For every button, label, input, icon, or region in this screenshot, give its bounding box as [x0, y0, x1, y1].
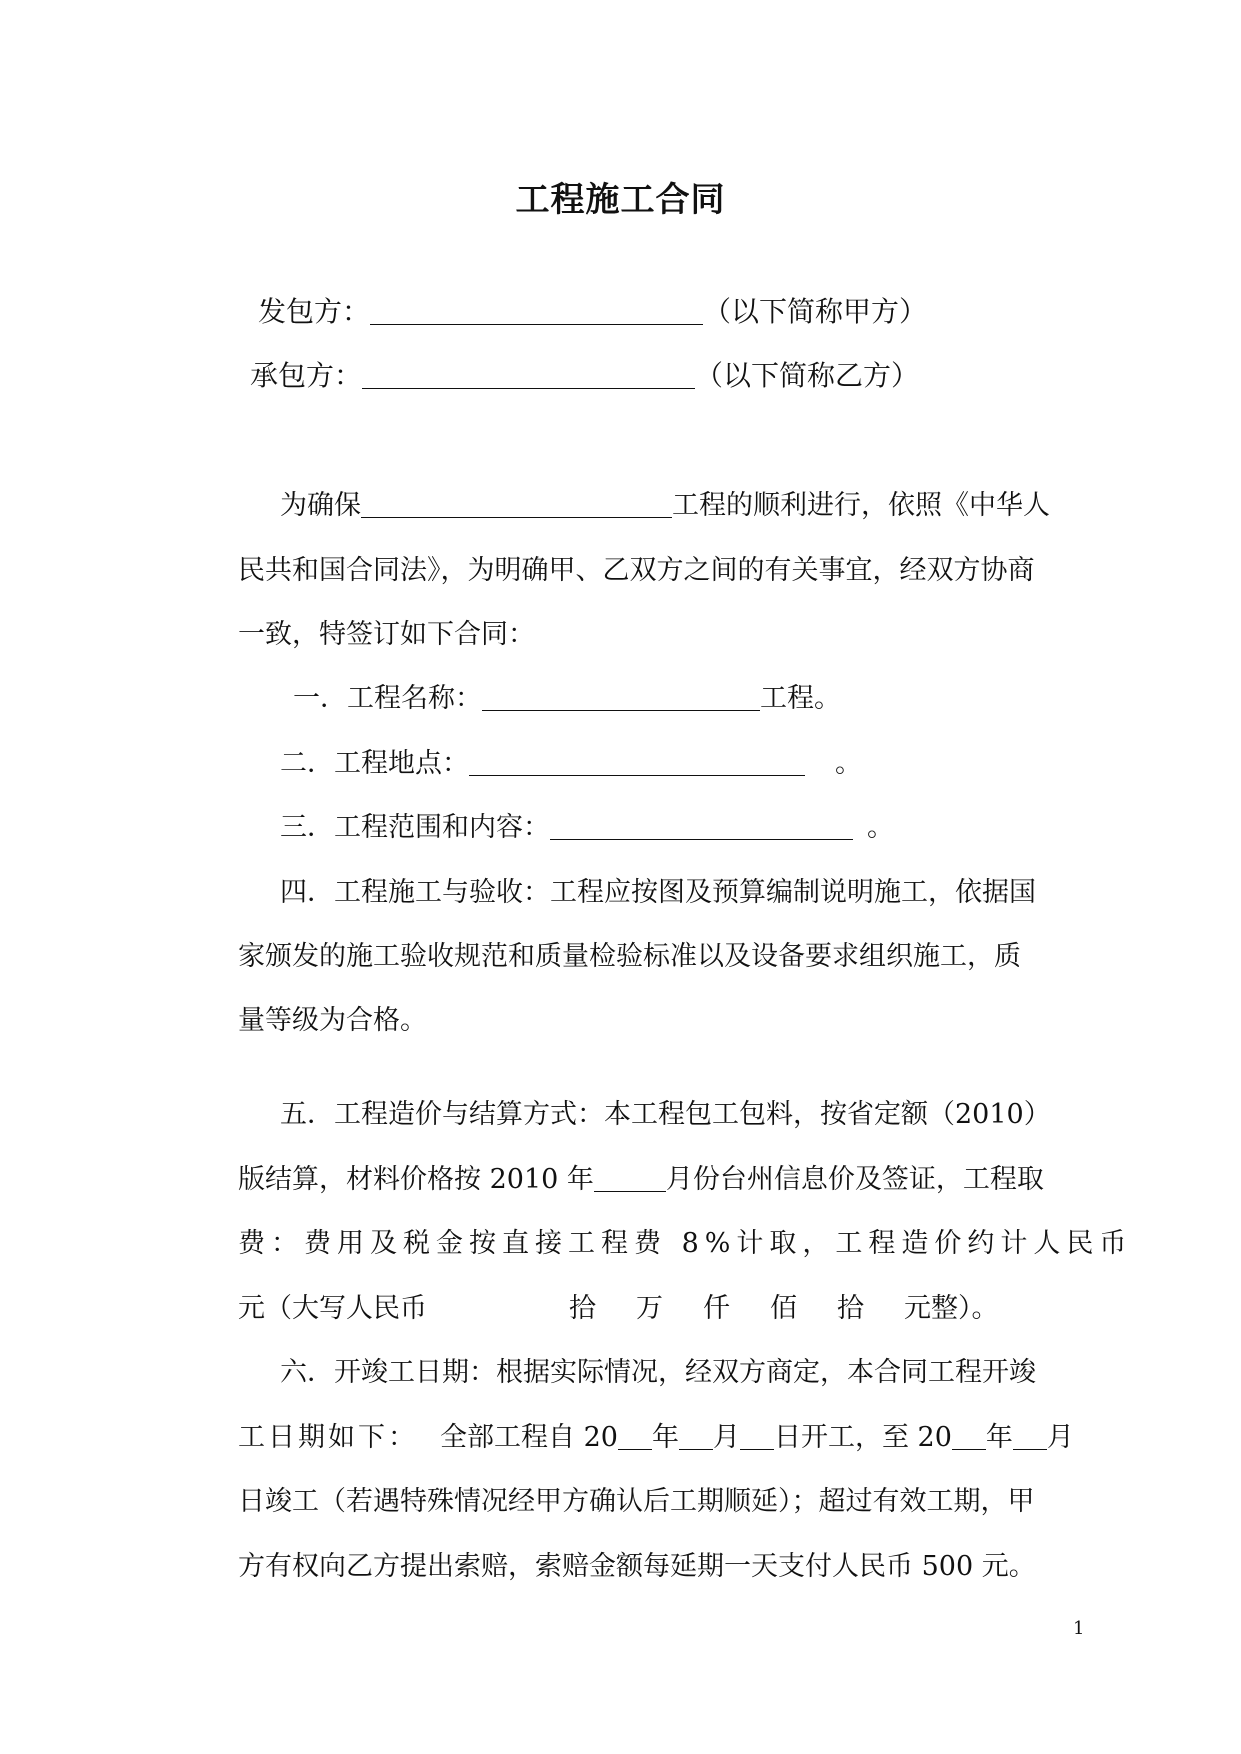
intro-line-2: 民共和国合同法》，为明确甲、乙双方之间的有关事宜，经双方协商 [238, 555, 1035, 586]
unit-qian: 仟 [703, 1293, 730, 1324]
document-title: 工程施工合同 [515, 180, 726, 220]
end-month-blank [1013, 1421, 1047, 1450]
party-b-suffix: （以下简称乙方） [695, 359, 920, 392]
party-a-label: 发包方： [258, 295, 371, 328]
clause-2-blank [469, 747, 805, 776]
party-a-suffix: （以下简称甲方） [703, 295, 928, 328]
clause-4-line-1: 四．工程施工与验收：工程应按图及预算编制说明施工，依据国 [280, 877, 1036, 908]
party-a-blank [370, 296, 703, 325]
clause-5-suffix: 月份台州信息价及签证，工程取 [665, 1164, 1044, 1195]
clause-1-label: 一．工程名称： [293, 683, 482, 714]
clause-5-line-3: 费：费用及税金按直接工程费 8%计取，工程造价约计人民币 [238, 1228, 1133, 1259]
clause-5-line-4 [238, 1289, 999, 1329]
end-year-blank [952, 1421, 986, 1450]
clause-2-suffix: 。 [835, 748, 862, 779]
clause-3-suffix: 。 [867, 812, 894, 843]
unit-bai: 佰 [770, 1293, 797, 1324]
amount-prefix: 元（大写人民币 [238, 1293, 427, 1324]
unit-wan: 万 [636, 1293, 663, 1324]
intro-prefix: 为确保 [280, 490, 361, 521]
intro-line-3: 一致，特签订如下合同： [238, 619, 535, 650]
clause-4-line-3: 量等级为合格。 [238, 1005, 427, 1036]
clause-5-line-1: 五．工程造价与结算方式：本工程包工包料，按省定额（2010） [280, 1099, 1051, 1130]
start-month-unit: 月 [712, 1422, 740, 1453]
start-year-blank [618, 1421, 652, 1450]
intro-suffix: 工程的顺利进行，依照《中华人 [672, 490, 1050, 521]
clause-2-label: 二．工程地点： [280, 748, 469, 779]
start-month-blank [679, 1421, 713, 1450]
unit-shi-1: 拾 [569, 1293, 596, 1324]
end-year-unit: 年 [985, 1422, 1013, 1453]
party-b-line [250, 356, 919, 396]
start-year-unit: 年 [651, 1422, 679, 1453]
unit-shi-2: 拾 [837, 1293, 864, 1324]
month-blank [594, 1163, 666, 1192]
clause-3-blank [550, 811, 853, 840]
project-blank [361, 489, 672, 518]
clause-3-line [280, 808, 894, 848]
clause-2-line [280, 744, 862, 784]
clause-6-line-4: 方有权向乙方提出索赔，索赔金额每延期一天支付人民币 500 元。 [238, 1551, 1036, 1582]
clause-1-blank [482, 682, 760, 711]
clause-1-line [293, 679, 841, 719]
unit-yuan: 元整）。 [904, 1293, 999, 1324]
party-b-label: 承包方： [250, 359, 363, 392]
clause-5-prefix: 版结算，材料价格按 2010 年 [238, 1164, 594, 1195]
clause-5-line-2 [238, 1160, 1044, 1200]
clause-4-line-2: 家颁发的施工验收规范和质量检验标准以及设备要求组织施工，质 [238, 941, 1021, 972]
start-day-blank [740, 1421, 774, 1450]
clause-6-line-2 [238, 1418, 1074, 1458]
clause-1-suffix: 工程。 [760, 683, 841, 714]
party-b-blank [362, 360, 695, 389]
intro-line-1 [280, 486, 1050, 526]
clause-6-line-1: 六．开竣工日期：根据实际情况，经双方商定，本合同工程开竣 [280, 1357, 1036, 1388]
end-month-unit: 月 [1046, 1422, 1074, 1453]
party-a-line [258, 292, 927, 332]
page-number: 1 [1073, 1618, 1085, 1639]
clause-6-line-3: 日竣工（若遇特殊情况经甲方确认后工期顺延）；超过有效工期，甲 [238, 1486, 1035, 1517]
start-day-text: 日开工，至 20 [773, 1422, 952, 1453]
dates-intro: 工日期如下： [238, 1422, 418, 1453]
start-year-prefix: 全部工程自 20 [440, 1422, 618, 1453]
clause-3-label: 三．工程范围和内容： [280, 812, 550, 843]
